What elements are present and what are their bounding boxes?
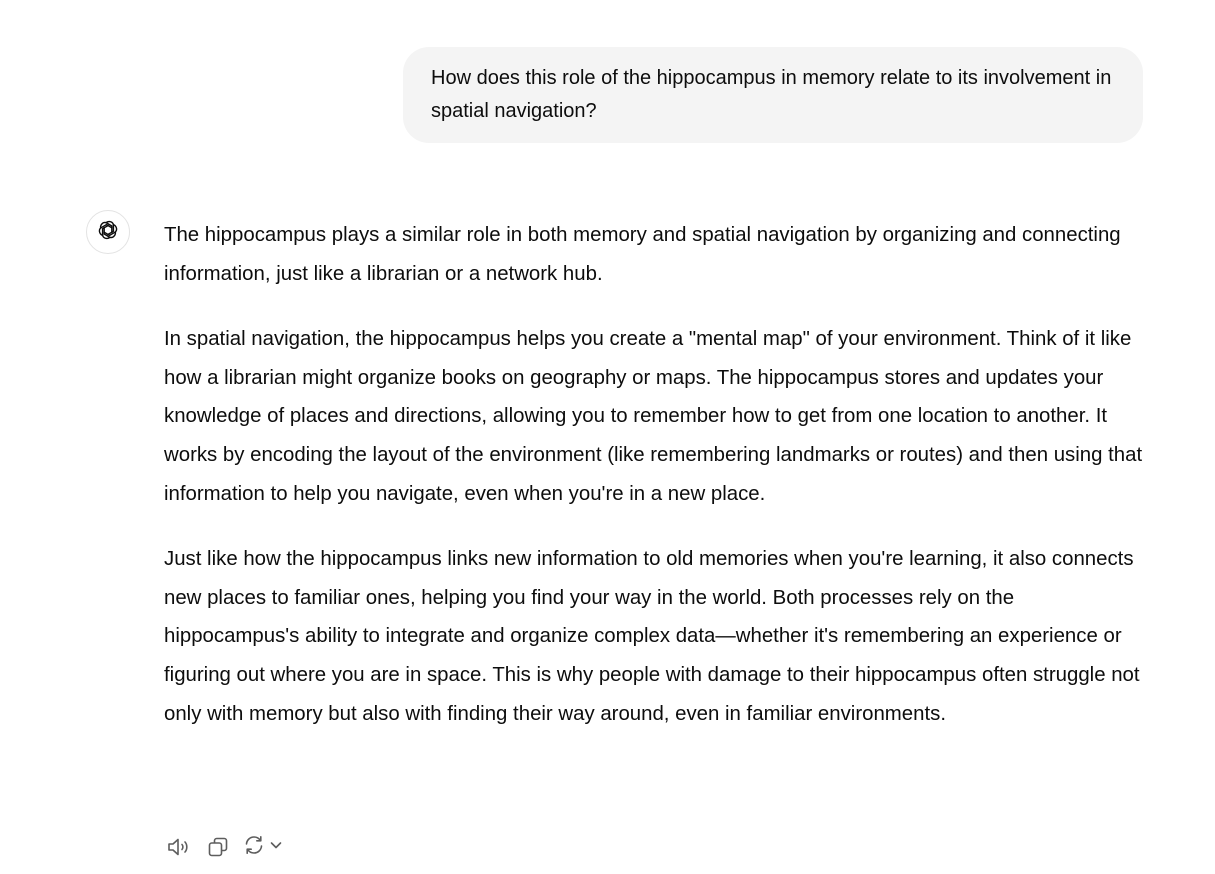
user-message-bubble: How does this role of the hippocampus in memory relate to its involvement in spatial navigation? [403,47,1143,143]
openai-logo-icon [95,217,121,248]
assistant-message-content [164,216,1144,760]
answer-paragraph: In spatial navigation, the hippocampus helps you create a "mental map" of your environment. Think of it like how a librarian might organize books on geography or maps. The hippocampus stores and updates your knowledge of places and directions, allowing you to remember how to get from one location to another. It works by encoding the layout of the environment (like remembering landmarks or routes) and then using that information to help you navigate, even when you're in a new place. [164,328,1143,505]
assistant-avatar [86,210,130,254]
refresh-icon [242,833,266,862]
read-aloud-button[interactable] [164,832,194,862]
answer-paragraph: The hippocampus plays a similar role in both memory and spatial navigation by organizing and connecting information, just like a librarian or a network hub. [164,224,1121,285]
copy-button[interactable] [203,832,233,862]
message-action-bar [164,832,284,862]
speaker-icon [166,835,192,859]
copy-icon [206,835,230,859]
answer-paragraph: Just like how the hippocampus links new information to old memories when you're learning, it also connects new places to familiar ones, helping you find your way in the world. Both processes rely on the hippocampus's ability to integrate and organize complex data—whether it's remembering an experience or figuring out where you are in space. This is why people with damage to their hippocampus often struggle not only with memory but also with finding their way around, even in familiar environments. [164,548,1140,725]
chevron-down-icon[interactable] [268,837,284,858]
regenerate-button[interactable] [242,833,284,862]
user-message-row [403,47,1143,143]
